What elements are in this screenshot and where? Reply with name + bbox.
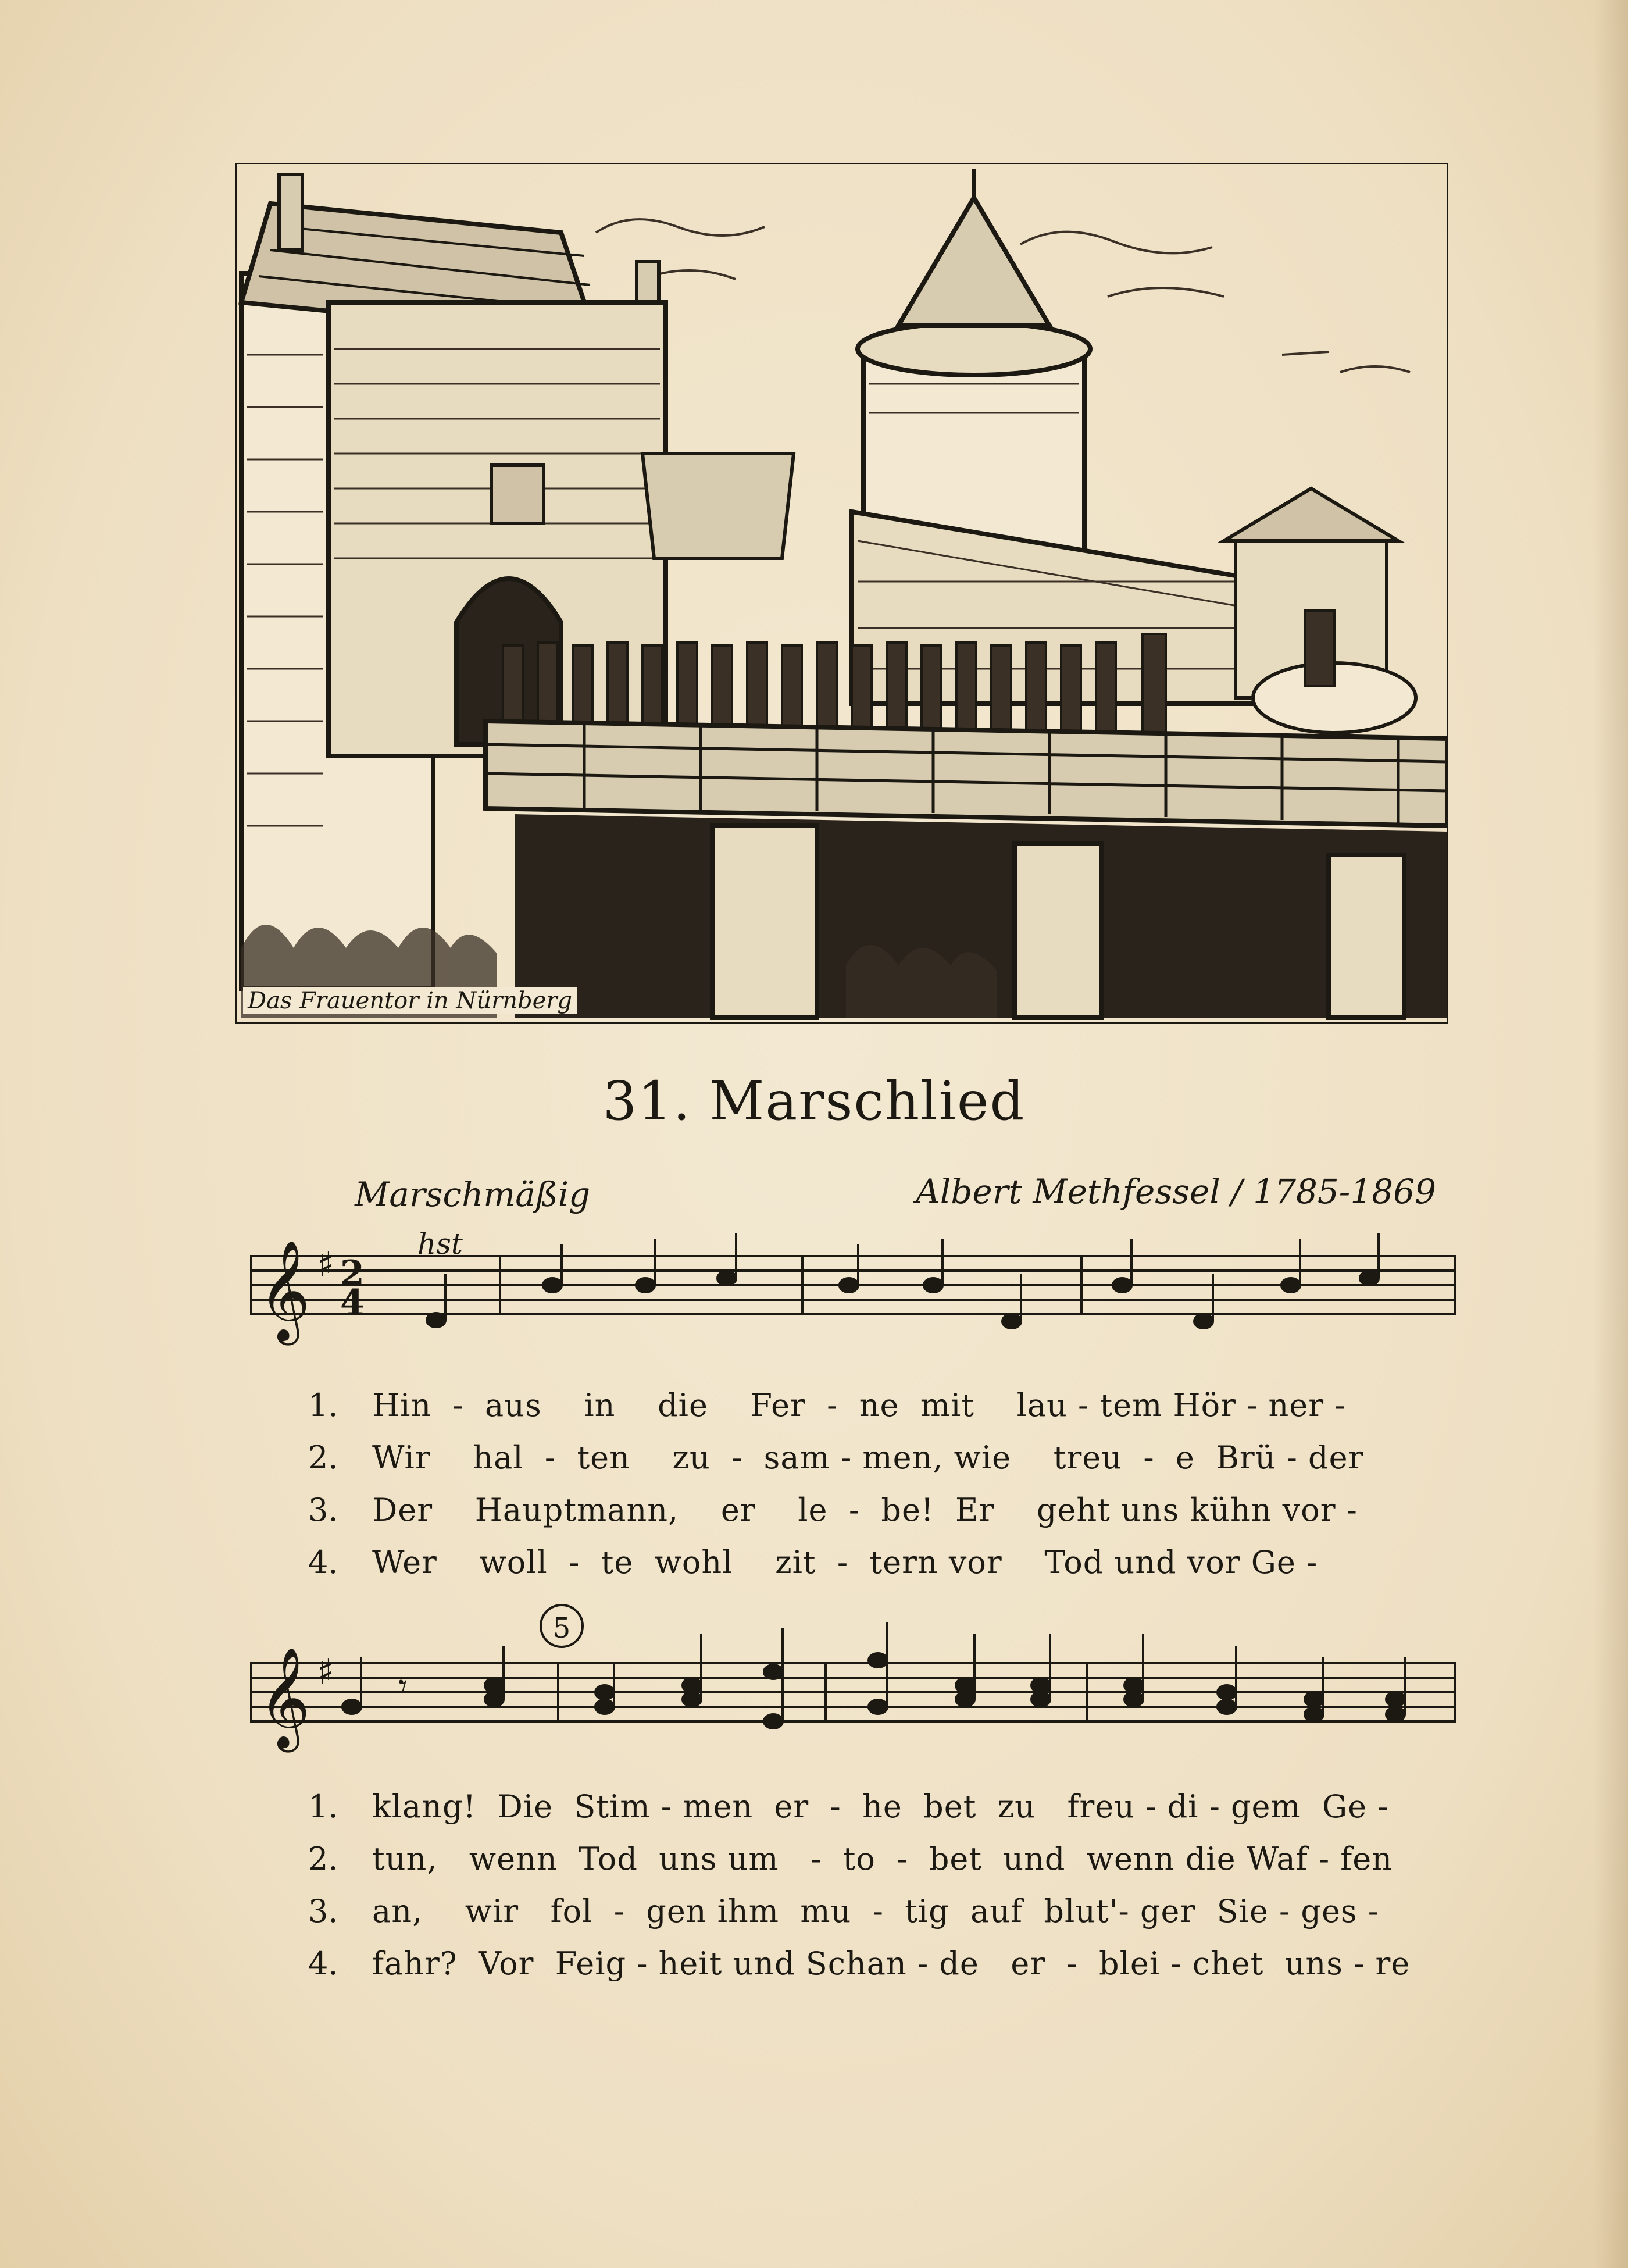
frauentor-illustration [235, 163, 1448, 1024]
verse-number: 3. [308, 1893, 338, 1930]
staff-2-notation [250, 1611, 1456, 1762]
lyric-verse-line [308, 1387, 1465, 1439]
svg-text:♯: ♯ [317, 1652, 334, 1692]
verse-text: Wir hal - ten zu - sam - men, wie treu - e Brü - der [372, 1439, 1364, 1476]
svg-text:♯: ♯ [317, 1244, 334, 1285]
lyric-verse-line [308, 1544, 1465, 1596]
svg-text:𝄞: 𝄞 [259, 1240, 310, 1341]
verse-number: 2. [308, 1439, 338, 1476]
lyrics-block-2 [308, 1788, 1465, 1998]
svg-text:𝄾: 𝄾 [398, 1666, 408, 1707]
verse-number: 1. [308, 1788, 338, 1825]
verse-number: 1. [308, 1387, 338, 1424]
illustration-drawing [235, 163, 1448, 1024]
verse-text: Wer woll - te wohl zit - tern vor Tod und vor Ge - [372, 1544, 1318, 1581]
lyric-verse-line [308, 1893, 1465, 1945]
measure-number-badge: 5 [540, 1604, 584, 1648]
composer-credit: Albert Methfessel / 1785-1869 [915, 1172, 1436, 1211]
verse-text: fahr? Vor Feig - heit und Schan - de er - blei - chet uns - re [372, 1945, 1411, 1982]
verse-text: Hin - aus in die Fer - ne mit lau - tem Hör - ner - [372, 1387, 1346, 1424]
lyric-verse-line [308, 1945, 1465, 1998]
verse-number: 2. [308, 1841, 338, 1877]
lyric-verse-line [308, 1788, 1465, 1841]
verse-text: tun, wenn Tod uns um - to - bet und wenn die Waf - fen [372, 1841, 1393, 1877]
music-staff-2 [250, 1611, 1456, 1762]
lyric-verse-line [308, 1439, 1465, 1492]
tempo-marking: Marschmäßig [355, 1175, 591, 1214]
lyric-verse-line [308, 1492, 1465, 1544]
verse-text: Der Hauptmann, er le - be! Er geht uns kühn vor - [372, 1492, 1358, 1528]
svg-text:𝄞: 𝄞 [259, 1647, 310, 1748]
verse-text: klang! Die Stim - men er - he bet zu freu - di - gem Ge - [372, 1788, 1389, 1825]
page-spine-shadow [1593, 0, 1628, 2268]
verse-number: 3. [308, 1492, 338, 1528]
lyrics-block-1 [308, 1387, 1465, 1596]
verse-number: 4. [308, 1544, 338, 1581]
verse-number: 4. [308, 1945, 338, 1982]
song-title: 31. Marschlied [602, 1070, 1026, 1132]
svg-text:2: 2 [340, 1253, 365, 1294]
illustration-caption: Das Frauentor in Nürnberg [243, 987, 577, 1014]
lyric-verse-line [308, 1841, 1465, 1893]
svg-text:4: 4 [340, 1282, 365, 1323]
verse-text: an, wir fol - gen ihm mu - tig auf blut'- ger Sie - ges - [372, 1893, 1380, 1930]
staff-marking: hst [417, 1227, 463, 1261]
